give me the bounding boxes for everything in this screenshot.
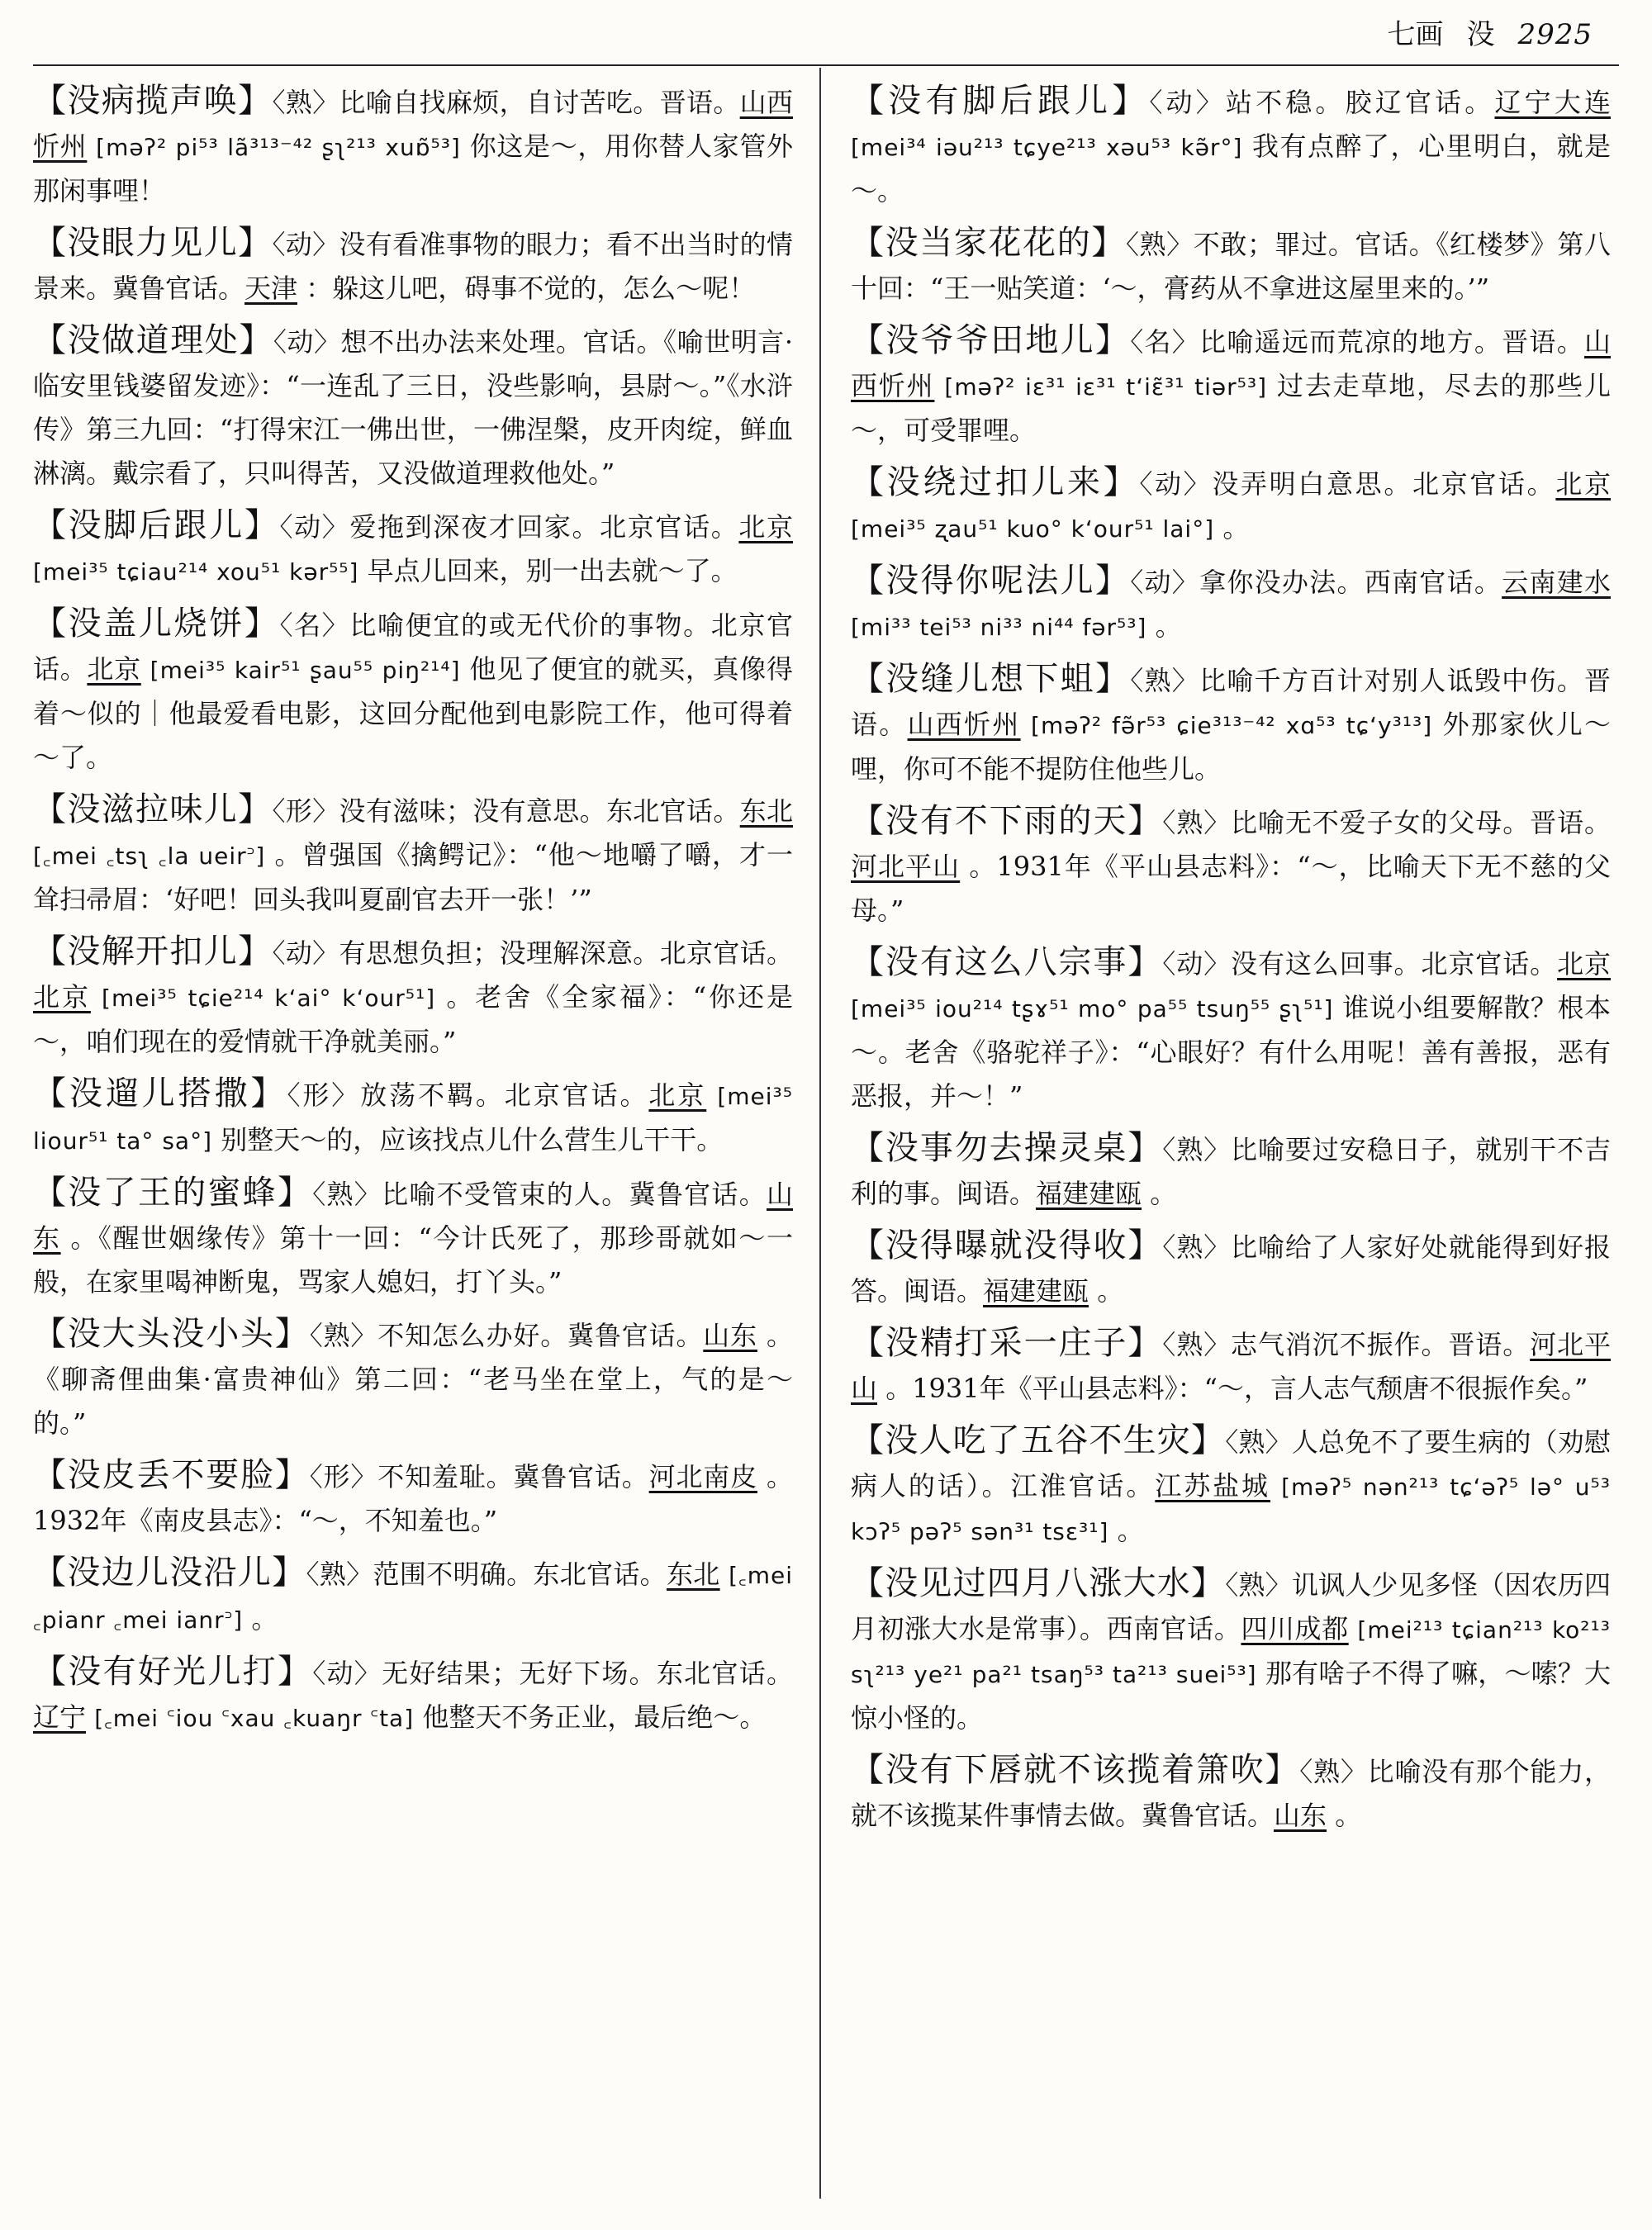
dictionary-entry: 【没有下唇就不该揽着箫吹】〈熟〉比喻没有那个能力，就不该揽某件事情去做。冀鲁官话。山东 。	[851, 1751, 1611, 1831]
pos-tag: 〈熟〉	[306, 1559, 373, 1590]
dictionary-entry: 【没有脚后跟儿】〈动〉站不稳。胶辽官话。辽宁大连 [mei³⁴ iəu²¹³ tɕye²¹³ xəu⁵³ kə̃r°] 我有点醉了，心里明白，就是～。	[851, 82, 1611, 206]
pos-tag: 〈熟〉	[1162, 807, 1232, 838]
pos-tag: 〈动〉	[272, 937, 339, 969]
definition: 放荡不羁。北京官话。	[360, 1079, 649, 1111]
pronunciation: [məʔ² iɛ³¹ iɛ³¹ tʻiɛ̃³¹ tiər⁵³]	[944, 373, 1268, 401]
pos-tag: 〈动〉	[1130, 567, 1200, 598]
page-header	[1387, 12, 1593, 58]
dictionary-entry: 【没了王的蜜蜂】〈熟〉比喻不受管束的人。冀鲁官话。山东 。《醒世姻缘传》第十一回：“今计氏死了，那珍哥就如～一般，在家里喝神断鬼，骂家人媳妇，打丫头。”	[33, 1174, 793, 1298]
column-divider	[819, 68, 821, 2199]
definition: 比喻便宜的或无代价的事物。北京官话。	[33, 610, 793, 685]
headword: 没绕过扣儿来	[886, 463, 1104, 501]
example-text: 。1932年《南皮县志》：“～，不知羞也。”	[33, 1461, 793, 1536]
example-text: 别整天～的，应该找点儿什么营生儿干干。	[221, 1124, 724, 1155]
dictionary-entry: 【没皮丢不要脸】〈形〉不知羞耻。冀鲁官话。河北南皮 。1932年《南皮县志》：“～，不知羞也。”	[33, 1456, 793, 1536]
location: 东北	[739, 795, 794, 827]
example-text: 。1931年《平山县志料》：“～，言人志气颓唐不很振作矣。”	[885, 1373, 1588, 1404]
pronunciation: [꜀mei ꜀pianr ꜀mei ianr꜄]	[33, 1562, 794, 1634]
location: 山东	[1274, 1800, 1327, 1831]
pos-tag: 〈熟〉	[1225, 1426, 1292, 1458]
pos-tag: 〈名〉	[1130, 326, 1200, 358]
example-text: 那有啥子不得了嘛，～嗦？大惊小怪的。	[851, 1658, 1611, 1734]
left-column	[33, 79, 793, 1748]
definition: 志气消沉不振作。晋语。	[1231, 1329, 1531, 1360]
location: 四川成都	[1241, 1613, 1349, 1644]
example-text: ：躲这儿吧，碍事不觉的，怎么～呢！	[306, 273, 756, 304]
headword: 没得曝就没得收	[885, 1226, 1128, 1264]
pos-tag: 〈熟〉	[272, 87, 339, 118]
definition: 比喻给了人家好处就能得到好报答。闽语。	[851, 1231, 1611, 1307]
headword: 没精打采一庄子	[885, 1324, 1128, 1362]
headword: 没爷爷田地儿	[885, 321, 1095, 359]
definition: 比喻自找麻烦，自讨苦吃。晋语。	[339, 87, 740, 118]
definition: 爱拖到深夜才回家。北京官话。	[349, 511, 739, 543]
location: 山东	[703, 1320, 757, 1351]
definition: 比喻遥远而荒凉的地方。晋语。	[1199, 326, 1584, 358]
location: 北京	[1555, 468, 1611, 500]
location: 北京	[87, 653, 141, 685]
headword: 没皮丢不要脸	[67, 1456, 275, 1494]
dictionary-entry: 【没精打采一庄子】〈熟〉志气消沉不振作。晋语。河北平山 。1931年《平山县志料》：“～，言人志气颓唐不很振作矣。”	[851, 1324, 1611, 1404]
location: 河北南皮	[648, 1461, 757, 1492]
definition: 人总免不了要生病的（劝慰病人的话）。江淮官话。	[851, 1426, 1611, 1502]
pos-tag: 〈形〉	[309, 1461, 378, 1492]
location: 江苏盐城	[1155, 1470, 1270, 1502]
pos-tag: 〈动〉	[312, 1658, 382, 1689]
pronunciation: [məʔ² pi⁵³ lã³¹³⁻⁴² ʂʅ²¹³ xuɒ̃⁵³]	[96, 134, 461, 161]
definition: 想不出办法来处理。官话。	[340, 326, 664, 358]
headword: 没有下唇就不该揽着箫吹	[885, 1751, 1265, 1789]
location: 山西忻州	[851, 326, 1611, 401]
pos-tag: 〈动〉	[1139, 468, 1213, 500]
headword: 没盖儿烧饼	[68, 605, 244, 643]
pos-tag: 〈熟〉	[1125, 229, 1194, 260]
pos-tag: 〈熟〉	[312, 1179, 382, 1210]
definition: 比喻没有那个能力，就不该揽某件事情去做。冀鲁官话。	[851, 1756, 1611, 1831]
pronunciation: [꜀mei ꜂iou ꜂xau ꜀kuaŋr ꜂ta]	[94, 1705, 415, 1732]
definition: 没弄明白意思。北京官话。	[1212, 468, 1556, 500]
location: 辽宁大连	[1494, 87, 1611, 118]
dictionary-entry: 【没有好光儿打】〈动〉无好结果；无好下场。东北官话。辽宁 [꜀mei ꜂iou ꜂xau ꜀kuaŋr ꜂ta] 他整天不务正业，最后绝～。	[33, 1653, 793, 1733]
location: 天津	[244, 273, 298, 304]
dictionary-entry: 【没病揽声唤】〈熟〉比喻自找麻烦，自讨苦吃。晋语。山西忻州 [məʔ² pi⁵³ lã³¹³⁻⁴² ʂʅ²¹³ xuɒ̃⁵³] 你这是～，用你替人家管外那闲事哩！	[33, 82, 794, 206]
example-text: 《红楼梦》第八十回：“王一贴笑道：‘～，膏药从不拿进这屋里来的。’”	[851, 229, 1611, 304]
pos-tag: 〈动〉	[273, 326, 341, 358]
example-text: 。老舍《全家福》：“你还是～，咱们现在的爱情就干净就美丽。”	[33, 981, 793, 1057]
headword: 没见过四月八涨大水	[885, 1564, 1191, 1602]
dictionary-entry: 【没脚后跟儿】〈动〉爱拖到深夜才回家。北京官话。北京 [mei³⁵ tɕiau²¹⁴ xou⁵¹ kər⁵⁵] 早点儿回来，别一出去就～了。	[33, 506, 793, 586]
headword: 没做道理处	[67, 321, 240, 359]
dictionary-entry: 【没有这么八宗事】〈动〉没有这么回事。北京官话。北京 [mei³⁵ iou²¹⁴ tʂɤ⁵¹ mo° pa⁵⁵ tsuŋ⁵⁵ ʂʅ⁵¹] 谁说小组要解散？根本～。老舍《骆驼祥子》：“心眼好？有什么用呢！善有善报，恶有恶报，并～！”	[851, 943, 1611, 1112]
example-text: 他整天不务正业，最后绝～。	[422, 1701, 767, 1733]
definition: 站不稳。胶辽官话。	[1225, 87, 1495, 118]
location: 北京	[648, 1079, 707, 1111]
pos-tag: 〈熟〉	[309, 1320, 378, 1351]
dictionary-entry: 【没遛儿搭撒】〈形〉放荡不羁。北京官话。北京 [mei³⁵ liour⁵¹ ta° sa°] 别整天～的，应该找点儿什么营生儿干干。	[33, 1075, 793, 1155]
headword: 没边儿没沿儿	[67, 1554, 273, 1592]
definition: 没有看准事物的眼力；看不出当时的情景来。冀鲁官话。	[33, 229, 794, 304]
dictionary-entry: 【没缝儿想下蛆】〈熟〉比喻千方百计对别人诋毁中伤。晋语。山西忻州 [məʔ² fə̃r⁵³ ɕie³¹³⁻⁴² xɑ⁵³ tɕʻy³¹³] 外那家伙儿～哩，你可不能不提防住他些儿。	[851, 660, 1611, 785]
location: 福建建瓯	[983, 1275, 1089, 1307]
pos-tag: 〈名〉	[279, 610, 350, 641]
headword: 没有好光儿打	[68, 1653, 278, 1691]
definition: 不知羞耻。冀鲁官话。	[377, 1461, 649, 1492]
dictionary-entry: 【没有不下雨的天】〈熟〉比喻无不爱子女的父母。晋语。河北平山 。1931年《平山县志料》：“～，比喻天下无不慈的父母。”	[851, 802, 1611, 926]
dictionary-entry: 【没解开扣儿】〈动〉有思想负担；没理解深意。北京官话。北京 [mei³⁵ tɕie²¹⁴ kʻai° kʻour⁵¹] 。老舍《全家福》：“你还是～，咱们现在的爱情就干净就美丽。”	[33, 932, 794, 1057]
headword: 没眼力见儿	[67, 224, 239, 262]
location: 河北平山	[851, 851, 961, 882]
pos-tag: 〈形〉	[272, 795, 339, 827]
headword: 没大头没小头	[67, 1315, 275, 1353]
index-character: 没	[1466, 18, 1495, 51]
example-text: 《喻世明言·临安里钱婆留发迹》：“一连乱了三日，没些影响，县尉～。”《水浒传》第三九回：“打得宋江一佛出世，一佛涅槃，皮开肉绽，鲜血淋漓。戴宗看了，只叫得苦，又没做道理救他处。”	[33, 326, 794, 489]
example-text: 他见了便宜的就买，真像得着～似的｜他最爱看电影，这回分配他到电影院工作，他可得着～了。	[33, 653, 794, 773]
location: 北京	[33, 981, 91, 1013]
location: 云南建水	[1502, 567, 1611, 598]
example-text: 。	[251, 1603, 278, 1635]
dictionary-entry: 【没得你呢法儿】〈动〉拿你没办法。西南官话。云南建水 [mi³³ tei⁵³ ni³³ ni⁴⁴ fər⁵³] 。	[851, 562, 1611, 642]
dictionary-entry: 【没当家花花的】〈熟〉不敢；罪过。官话。《红楼梦》第八十回：“王一贴笑道：‘～，膏药从不拿进这屋里来的。’”	[851, 224, 1611, 304]
dictionary-entry: 【没眼力见儿】〈动〉没有看准事物的眼力；看不出当时的情景来。冀鲁官话。天津 ：躲这儿吧，碍事不觉的，怎么～呢！	[33, 224, 794, 304]
example-text: 。曾强国《擒鳄记》：“他～地嚼了嚼，才一耸扫帚眉：‘好吧！回头我叫夏副官去开一张！’”	[33, 839, 793, 915]
location: 东北	[666, 1559, 720, 1590]
location: 北京	[738, 511, 793, 543]
definition: 无好结果；无好下场。东北官话。	[382, 1658, 793, 1689]
location: 河北平山	[851, 1329, 1611, 1404]
headword: 没解开扣儿	[67, 932, 239, 970]
headword: 没事勿去操灵桌	[885, 1129, 1128, 1167]
dictionary-entry: 【没滋拉味儿】〈形〉没有滋味；没有意思。东北官话。东北 [꜀mei ꜀tsʅ ꜀la ueir꜄] 。曾强国《擒鳄记》：“他～地嚼了嚼，才一耸扫帚眉：‘好吧！回头我叫夏副官去开一张！’”	[33, 790, 794, 915]
headword: 没病揽声唤	[67, 82, 239, 120]
pronunciation: [꜀mei ꜀tsʅ ꜀la ueir꜄]	[33, 842, 266, 870]
headword: 没缝儿想下蛆	[885, 660, 1095, 698]
pronunciation: [mei³⁵ liour⁵¹ ta° sa°]	[33, 1083, 793, 1155]
dictionary-entry: 【没大头没小头】〈熟〉不知怎么办好。冀鲁官话。山东 。《聊斋俚曲集·富贵神仙》第二回：“老马坐在堂上，气的是～的。”	[33, 1315, 793, 1439]
definition: 范围不明确。东北官话。	[373, 1559, 667, 1590]
dictionary-entry: 【没爷爷田地儿】〈名〉比喻遥远而荒凉的地方。晋语。山西忻州 [məʔ² iɛ³¹ iɛ³¹ tʻiɛ̃³¹ tiər⁵³] 过去走草地，尽去的那些儿～，可受罪哩。	[851, 321, 1611, 446]
example-text: 外那家伙儿～哩，你可不能不提防住他些儿。	[851, 709, 1611, 785]
headword: 没有脚后跟儿	[888, 82, 1113, 120]
dictionary-entry: 【没事勿去操灵桌】〈熟〉比喻要过安稳日子，就别干不吉利的事。闽语。福建建瓯 。	[851, 1129, 1611, 1209]
pos-tag: 〈动〉	[272, 229, 339, 260]
dictionary-entry: 【没见过四月八涨大水】〈熟〉讥讽人少见多怪（因农历四月初涨大水是常事）。西南官话。四川成都 [mei²¹³ tɕian²¹³ ko²¹³ sʅ²¹³ ye²¹ pa²¹ tsaŋ⁵³ ta²¹³ suei⁵³] 那有啥子不得了嘛，～嗦？大惊小怪的。	[851, 1564, 1611, 1734]
headword: 没滋拉味儿	[67, 790, 239, 828]
pronunciation: [mei³⁵ iou²¹⁴ tʂɤ⁵¹ mo° pa⁵⁵ tsuŋ⁵⁵ ʂʅ⁵¹]	[851, 995, 1334, 1022]
definition: 没有这么回事。北京官话。	[1231, 948, 1558, 980]
definition: 比喻无不爱子女的父母。晋语。	[1231, 807, 1611, 838]
definition: 拿你没办法。西南官话。	[1199, 567, 1502, 598]
dictionary-entry: 【没边儿没沿儿】〈熟〉范围不明确。东北官话。东北 [꜀mei ꜀pianr ꜀mei ianr꜄] 。	[33, 1554, 794, 1635]
example-text: 过去走草地，尽去的那些儿～，可受罪哩。	[851, 370, 1611, 446]
example-text: 。	[1335, 1800, 1362, 1831]
headword: 没人吃了五谷不生灾	[885, 1421, 1191, 1459]
pronunciation: [mei³⁵ tɕiau²¹⁴ xou⁵¹ kər⁵⁵]	[33, 558, 359, 586]
headword: 没遛儿搭撒	[69, 1075, 251, 1113]
pos-tag: 〈熟〉	[1299, 1756, 1368, 1787]
pronunciation: [mi³³ tei⁵³ ni³³ ni⁴⁴ fər⁵³]	[851, 614, 1147, 641]
headword: 没当家花花的	[885, 224, 1092, 262]
pos-tag: 〈形〉	[287, 1079, 361, 1111]
example-text: 。	[1117, 1515, 1144, 1546]
dictionary-entry: 【没得曝就没得收】〈熟〉比喻给了人家好处就能得到好报答。闽语。福建建瓯 。	[851, 1226, 1611, 1307]
example-text: 。《醒世姻缘传》第十一回：“今计氏死了，那珍哥就如～一般，在家里喝神断鬼，骂家人媳妇，打丫头。”	[33, 1222, 793, 1298]
right-column	[851, 79, 1611, 1846]
pos-tag: 〈熟〉	[1162, 1329, 1232, 1360]
definition: 比喻不受管束的人。冀鲁官话。	[382, 1179, 767, 1210]
example-text: 我有点醉了，心里明白，就是～。	[851, 130, 1611, 206]
definition: 不知怎么办好。冀鲁官话。	[377, 1320, 704, 1351]
definition: 比喻要过安稳日子，就别干不吉利的事。闽语。	[851, 1134, 1611, 1209]
pos-tag: 〈熟〉	[1162, 1134, 1232, 1165]
location: 山东	[33, 1179, 793, 1254]
pos-tag: 〈动〉	[1149, 87, 1226, 118]
page-number: 2925	[1517, 18, 1593, 51]
pos-tag: 〈动〉	[1162, 948, 1232, 980]
pos-tag: 〈动〉	[279, 511, 350, 543]
example-text: 。	[1155, 610, 1182, 642]
location: 山西忻州	[33, 87, 794, 162]
example-text: 。《聊斋俚曲集·富贵神仙》第二回：“老马坐在堂上，气的是～的。”	[33, 1320, 793, 1439]
definition: 讥讽人少见多怪（因农历四月初涨大水是常事）。西南官话。	[851, 1569, 1611, 1644]
pronunciation: [mei³⁵ kair⁵¹ ʂau⁵⁵ piŋ²¹⁴]	[150, 657, 461, 684]
definition: 不敢；罪过。官话。	[1193, 229, 1436, 260]
headword: 没得你呢法儿	[885, 562, 1095, 600]
example-text: 。	[1222, 512, 1250, 543]
pronunciation: [mei³⁵ tɕie²¹⁴ kʻai° kʻour⁵¹]	[102, 985, 436, 1012]
dictionary-entry: 【没盖儿烧饼】〈名〉比喻便宜的或无代价的事物。北京官话。北京 [mei³⁵ kair⁵¹ ʂau⁵⁵ piŋ²¹⁴] 他见了便宜的就买，真像得着～似的｜他最爱看电影，这回分配他到电影院工作，他可得着～了。	[33, 605, 794, 773]
example-text: 。1931年《平山县志料》：“～，比喻天下无不慈的父母。”	[851, 851, 1611, 926]
example-text: 早点儿回来，别一出去就～了。	[367, 555, 738, 586]
example-text: 。	[1097, 1275, 1124, 1307]
pronunciation: [məʔ² fə̃r⁵³ ɕie³¹³⁻⁴² xɑ⁵³ tɕʻy³¹³]	[1031, 712, 1433, 739]
pronunciation: [mei³⁵ ʐau⁵¹ kuo° kʻour⁵¹ lai°]	[851, 515, 1215, 543]
definition: 有思想负担；没理解深意。北京官话。	[339, 937, 794, 969]
pos-tag: 〈熟〉	[1225, 1569, 1292, 1601]
pronunciation: [mei²¹³ tɕian²¹³ ko²¹³ sʅ²¹³ ye²¹ pa²¹ tsaŋ⁵³ ta²¹³ suei⁵³]	[851, 1616, 1611, 1688]
pos-tag: 〈熟〉	[1162, 1231, 1232, 1263]
pos-tag: 〈熟〉	[1130, 665, 1200, 696]
headword: 没了王的蜜蜂	[68, 1174, 278, 1212]
example-text: 。	[1150, 1178, 1177, 1209]
headword: 没有不下雨的天	[885, 802, 1128, 840]
location: 福建建瓯	[1036, 1178, 1142, 1209]
definition: 没有滋味；没有意思。东北官话。	[339, 795, 740, 827]
location: 北京	[1557, 948, 1611, 980]
headword: 没脚后跟儿	[68, 506, 244, 544]
example-text: 你这是～，用你替人家管外那闲事哩！	[33, 130, 793, 206]
headword: 没有这么八宗事	[885, 943, 1128, 981]
example-text: 谁说小组要解散？根本～。老舍《骆驼祥子》：“心眼好？有什么用呢！善有善报，恶有恶报，并～！”	[851, 992, 1611, 1112]
location: 辽宁	[33, 1701, 87, 1733]
dictionary-entry: 【没人吃了五谷不生灾】〈熟〉人总免不了要生病的（劝慰病人的话）。江淮官话。江苏盐城 [məʔ⁵ nən²¹³ tɕʻəʔ⁵ lə° u⁵³ kɔʔ⁵ pəʔ⁵ sən³¹ tsɛ³¹] 。	[851, 1421, 1611, 1546]
header-rule	[33, 64, 1619, 66]
location: 山西忻州	[907, 709, 1021, 740]
section-label: 七画	[1387, 18, 1444, 51]
pronunciation: [mei³⁴ iəu²¹³ tɕye²¹³ xəu⁵³ kə̃r°]	[851, 134, 1243, 161]
dictionary-entry: 【没绕过扣儿来】〈动〉没弄明白意思。北京官话。北京 [mei³⁵ ʐau⁵¹ kuo° kʻour⁵¹ lai°] 。	[851, 463, 1611, 543]
dictionary-entry: 【没做道理处】〈动〉想不出办法来处理。官话。《喻世明言·临安里钱婆留发迹》：“一连乱了三日，没些影响，县尉～。”《水浒传》第三九回：“打得宋江一佛出世，一佛涅槃，皮开肉绽，鲜血淋漓。戴宗看了，只叫得苦，又没做道理救他处。”	[33, 321, 794, 489]
definition: 比喻千方百计对别人诋毁中伤。晋语。	[851, 665, 1611, 740]
pronunciation: [məʔ⁵ nən²¹³ tɕʻəʔ⁵ lə° u⁵³ kɔʔ⁵ pəʔ⁵ sən³¹ tsɛ³¹]	[851, 1473, 1611, 1545]
